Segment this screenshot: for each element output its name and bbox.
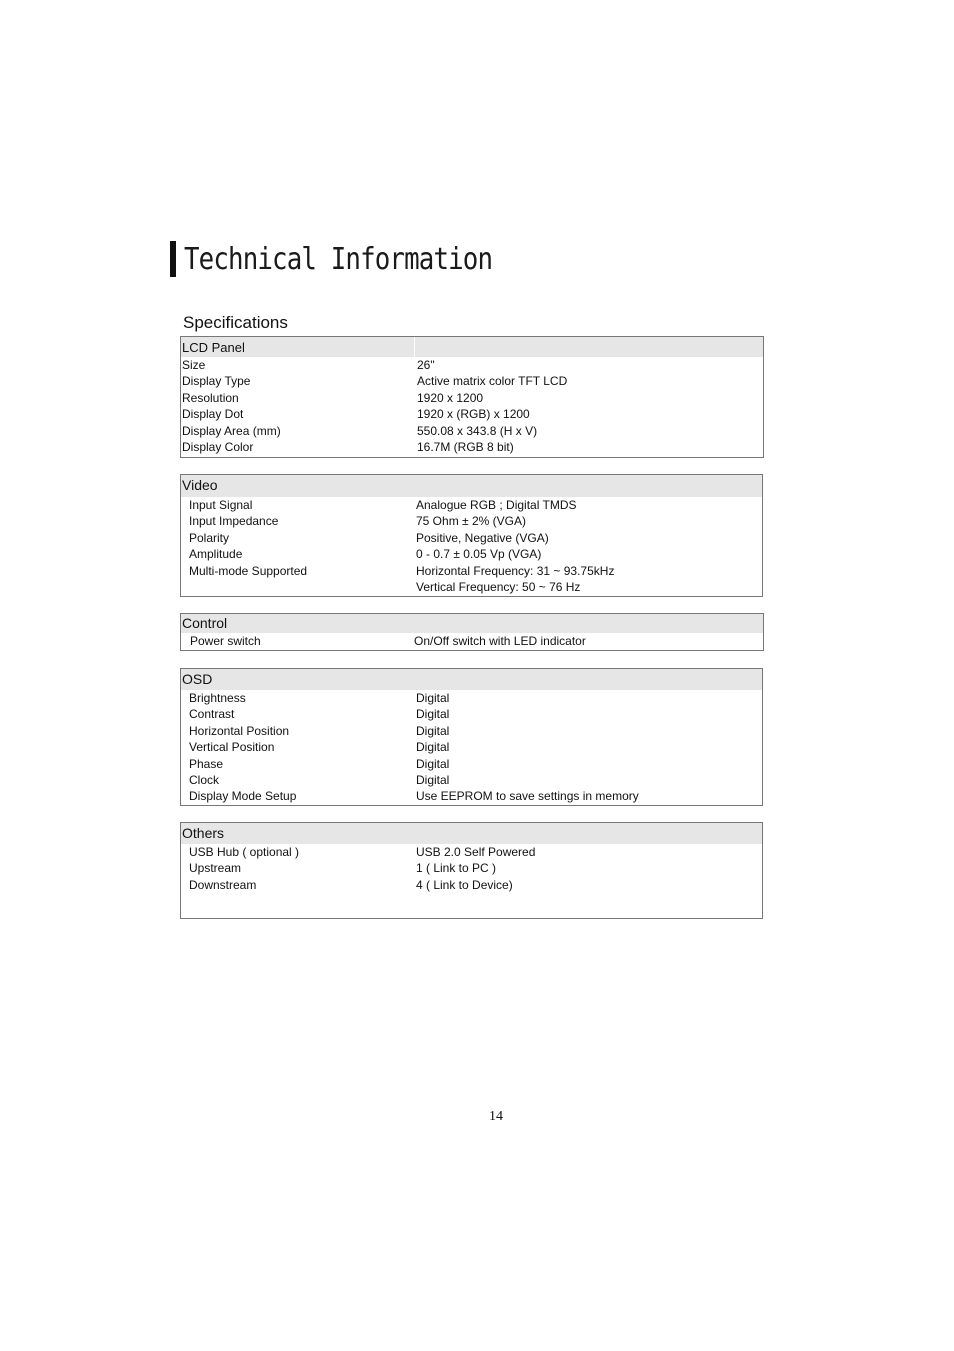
spec-label: Input Impedance bbox=[189, 514, 279, 529]
spec-row bbox=[181, 756, 762, 772]
spec-row bbox=[181, 513, 762, 529]
spec-label: USB Hub ( optional ) bbox=[189, 845, 300, 859]
spec-row bbox=[181, 497, 762, 513]
spec-row bbox=[181, 739, 762, 755]
spec-row bbox=[181, 563, 762, 579]
spec-value: 1 ( Link to PC ) bbox=[416, 861, 497, 876]
spec-row bbox=[181, 546, 762, 562]
spec-label: Size bbox=[182, 358, 206, 372]
title-accent-bar bbox=[170, 241, 176, 277]
spec-label: Clock bbox=[189, 772, 220, 787]
spec-row bbox=[181, 423, 763, 439]
spec-table-osd bbox=[180, 668, 763, 806]
spec-label: Phase bbox=[189, 756, 224, 771]
page-title: Technical Information bbox=[184, 241, 493, 277]
spec-table-heading bbox=[181, 614, 763, 633]
spec-label: Horizontal Position bbox=[189, 723, 290, 738]
spec-value: Digital bbox=[416, 707, 450, 722]
spec-label: Downstream bbox=[189, 877, 257, 892]
spec-value: 16.7M (RGB 8 bit) bbox=[417, 439, 514, 454]
heading-label: Control bbox=[182, 615, 228, 631]
page-number: 14 bbox=[489, 1109, 503, 1124]
spec-table-lcd-panel bbox=[180, 336, 764, 458]
spec-row bbox=[181, 844, 762, 860]
spec-value: Vertical Frequency: 50 ~ 76 Hz bbox=[416, 579, 581, 594]
spec-value: On/Off switch with LED indicator bbox=[414, 634, 586, 648]
heading-label: OSD bbox=[182, 671, 213, 687]
spec-row bbox=[181, 690, 762, 706]
spec-label: Upstream bbox=[189, 861, 242, 876]
spec-value: Digital bbox=[416, 772, 450, 787]
heading-label: Video bbox=[182, 477, 218, 493]
spec-value: 0 - 0.7 ± 0.05 Vp (VGA) bbox=[416, 547, 542, 562]
spec-label: Vertical Position bbox=[189, 740, 275, 755]
spec-label: Display Type bbox=[182, 374, 251, 389]
spec-label: Input Signal bbox=[189, 498, 253, 512]
page-title-block bbox=[170, 240, 542, 278]
heading-divider bbox=[414, 337, 415, 357]
spec-value: 1920 x (RGB) x 1200 bbox=[417, 407, 530, 422]
spec-value: Analogue RGB ; Digital TMDS bbox=[416, 498, 577, 512]
spec-label: Display Dot bbox=[182, 407, 244, 422]
spec-label: Display Area (mm) bbox=[182, 423, 281, 438]
spec-row bbox=[181, 579, 762, 595]
spec-row bbox=[181, 706, 762, 722]
spec-value: Positive, Negative (VGA) bbox=[416, 530, 549, 545]
spec-value: 550.08 x 343.8 (H x V) bbox=[417, 423, 538, 438]
spec-table-heading bbox=[181, 475, 762, 497]
spec-label: Polarity bbox=[189, 530, 230, 545]
spec-value: Digital bbox=[416, 723, 450, 738]
spec-row bbox=[181, 406, 763, 422]
spec-label: Power switch bbox=[190, 634, 261, 648]
spec-row bbox=[181, 723, 762, 739]
spec-value: Horizontal Frequency: 31 ~ 93.75kHz bbox=[416, 563, 615, 578]
spec-row bbox=[181, 373, 763, 389]
spec-row bbox=[181, 439, 763, 455]
spec-value: Digital bbox=[416, 691, 450, 705]
spec-row bbox=[181, 860, 762, 876]
spec-value: 1920 x 1200 bbox=[417, 390, 484, 405]
spec-row bbox=[181, 877, 762, 893]
spec-table-others bbox=[180, 822, 763, 919]
spec-table-heading bbox=[181, 823, 762, 844]
spec-table-control bbox=[180, 613, 764, 651]
spec-row bbox=[181, 633, 763, 649]
spec-row bbox=[181, 772, 762, 788]
spec-row bbox=[181, 357, 763, 373]
spec-table-heading bbox=[181, 669, 762, 690]
spec-value: Digital bbox=[416, 740, 450, 755]
spec-label: Amplitude bbox=[189, 547, 243, 562]
heading-label: LCD Panel bbox=[182, 340, 245, 355]
spec-label: Display Color bbox=[182, 439, 254, 454]
spec-table-heading bbox=[181, 337, 763, 357]
spec-value: 75 Ohm ± 2% (VGA) bbox=[416, 514, 526, 529]
spec-label: Contrast bbox=[189, 707, 235, 722]
spec-label: Multi-mode Supported bbox=[189, 563, 308, 578]
section-subtitle: Specifications bbox=[183, 313, 288, 332]
spec-value: Digital bbox=[416, 756, 450, 771]
spec-value: 4 ( Link to Device) bbox=[416, 877, 513, 892]
spec-value: Use EEPROM to save settings in memory bbox=[416, 789, 639, 804]
spec-label: Display Mode Setup bbox=[189, 789, 297, 804]
spec-value: USB 2.0 Self Powered bbox=[416, 845, 536, 859]
spec-value: 26" bbox=[417, 358, 435, 372]
spec-value: Active matrix color TFT LCD bbox=[417, 374, 568, 389]
spec-label: Brightness bbox=[189, 691, 246, 705]
spec-row bbox=[181, 530, 762, 546]
heading-label: Others bbox=[182, 825, 225, 841]
spec-row bbox=[181, 390, 763, 406]
spec-label: Resolution bbox=[182, 390, 239, 405]
spec-row bbox=[181, 788, 762, 804]
spec-table-video bbox=[180, 474, 763, 597]
